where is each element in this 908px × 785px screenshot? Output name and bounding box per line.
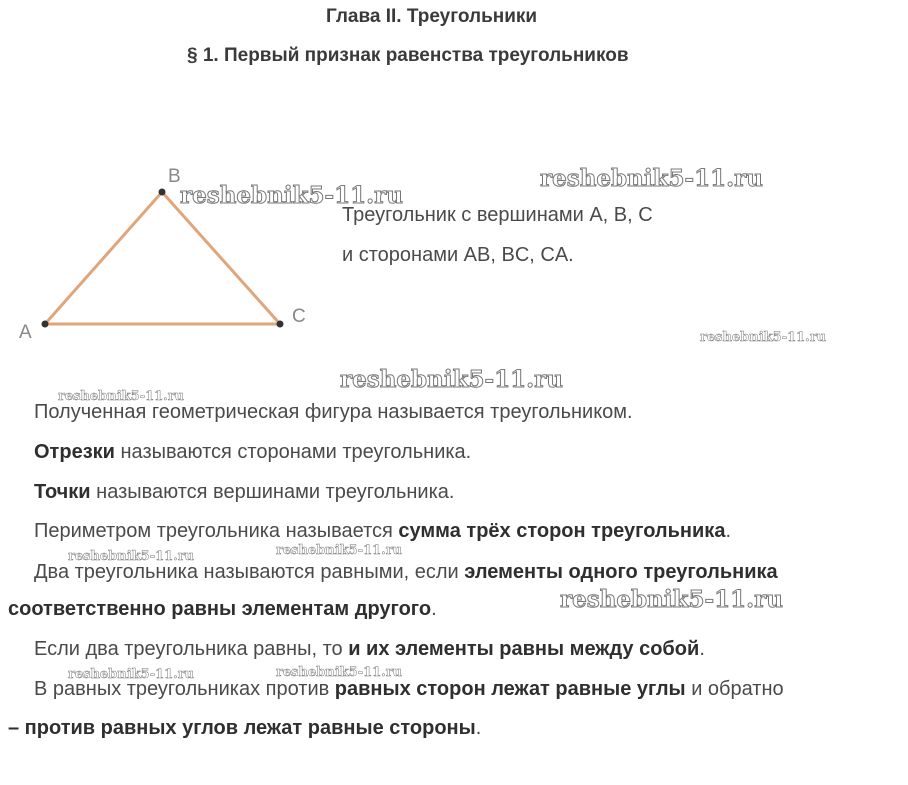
chapter-title: Глава II. Треугольники bbox=[326, 6, 538, 27]
paragraph-6-end: . bbox=[699, 638, 705, 660]
watermark: reshebnik5-11.ru bbox=[340, 366, 563, 393]
paragraph-7-end: . bbox=[475, 717, 482, 739]
watermark: reshebnik5-11.ru bbox=[540, 165, 763, 192]
paragraph-4-bold: сумма трёх сторон треугольника bbox=[398, 520, 726, 542]
paragraph-5-line-2 bbox=[8, 598, 437, 621]
watermark: reshebnik5-11.ru bbox=[276, 665, 403, 680]
vertex-a-label: A bbox=[19, 322, 32, 343]
paragraph-2-text: называются сторонами треугольника. bbox=[114, 441, 472, 463]
paragraph-1: Полученная геометрическая фигура называется треугольником. bbox=[34, 401, 633, 423]
watermark: reshebnik5-11.ru bbox=[180, 182, 403, 209]
vertex-b-point bbox=[159, 189, 166, 196]
paragraph-7-bold: равных сторон лежат равные углы bbox=[334, 678, 686, 700]
watermark: reshebnik5-11.ru bbox=[68, 549, 195, 564]
paragraph-3-bold: Точки bbox=[34, 481, 91, 503]
paragraph-4-text: Периметром треугольника называется bbox=[34, 520, 399, 542]
side-ab bbox=[45, 192, 162, 324]
paragraph-3 bbox=[34, 481, 454, 504]
watermark: reshebnik5-11.ru bbox=[68, 667, 195, 682]
paragraph-7-text: В равных треугольниках против bbox=[34, 678, 335, 700]
paragraph-4-end: . bbox=[725, 520, 731, 542]
vertex-c-point bbox=[277, 321, 284, 328]
paragraph-2-bold: Отрезки bbox=[34, 441, 115, 463]
paragraph-5-bold: элементы одного треугольника bbox=[464, 561, 778, 583]
paragraph-7-text-2: и обратно bbox=[685, 678, 784, 700]
paragraph-5-end: . bbox=[431, 598, 437, 620]
caption-line-1: Треугольник с вершинами A, B, C bbox=[342, 204, 653, 226]
watermark: reshebnik5-11.ru bbox=[700, 330, 827, 345]
vertex-b-label: B bbox=[168, 166, 181, 187]
paragraph-5-bold-2: соответственно равны элементам другого bbox=[8, 598, 432, 620]
paragraph-6-bold: и их элементы равны между собой bbox=[348, 638, 700, 660]
watermark: reshebnik5-11.ru bbox=[58, 389, 185, 404]
paragraph-3-text: называются вершинами треугольника. bbox=[90, 481, 455, 503]
paragraph-5-text: Два треугольника называются равными, если bbox=[34, 561, 465, 583]
side-bc bbox=[162, 192, 280, 324]
section-title: § 1. Первый признак равенства треугольников bbox=[187, 45, 629, 66]
paragraph-6-text: Если два треугольника равны, то bbox=[34, 638, 349, 660]
watermark: reshebnik5-11.ru bbox=[276, 543, 403, 558]
paragraph-6 bbox=[34, 638, 705, 661]
caption-line-2: и сторонами AB, BC, CA. bbox=[342, 244, 574, 266]
paragraph-5-line-1 bbox=[34, 561, 778, 584]
paragraph-4 bbox=[34, 520, 731, 543]
paragraph-7-bold-2: – против равных углов лежат равные стороны bbox=[8, 717, 476, 739]
vertex-c-label: C bbox=[292, 306, 306, 327]
paragraph-7-line-2 bbox=[8, 717, 481, 740]
vertex-a-point bbox=[42, 321, 49, 328]
watermark: reshebnik5-11.ru bbox=[560, 586, 783, 613]
paragraph-2 bbox=[34, 441, 471, 464]
